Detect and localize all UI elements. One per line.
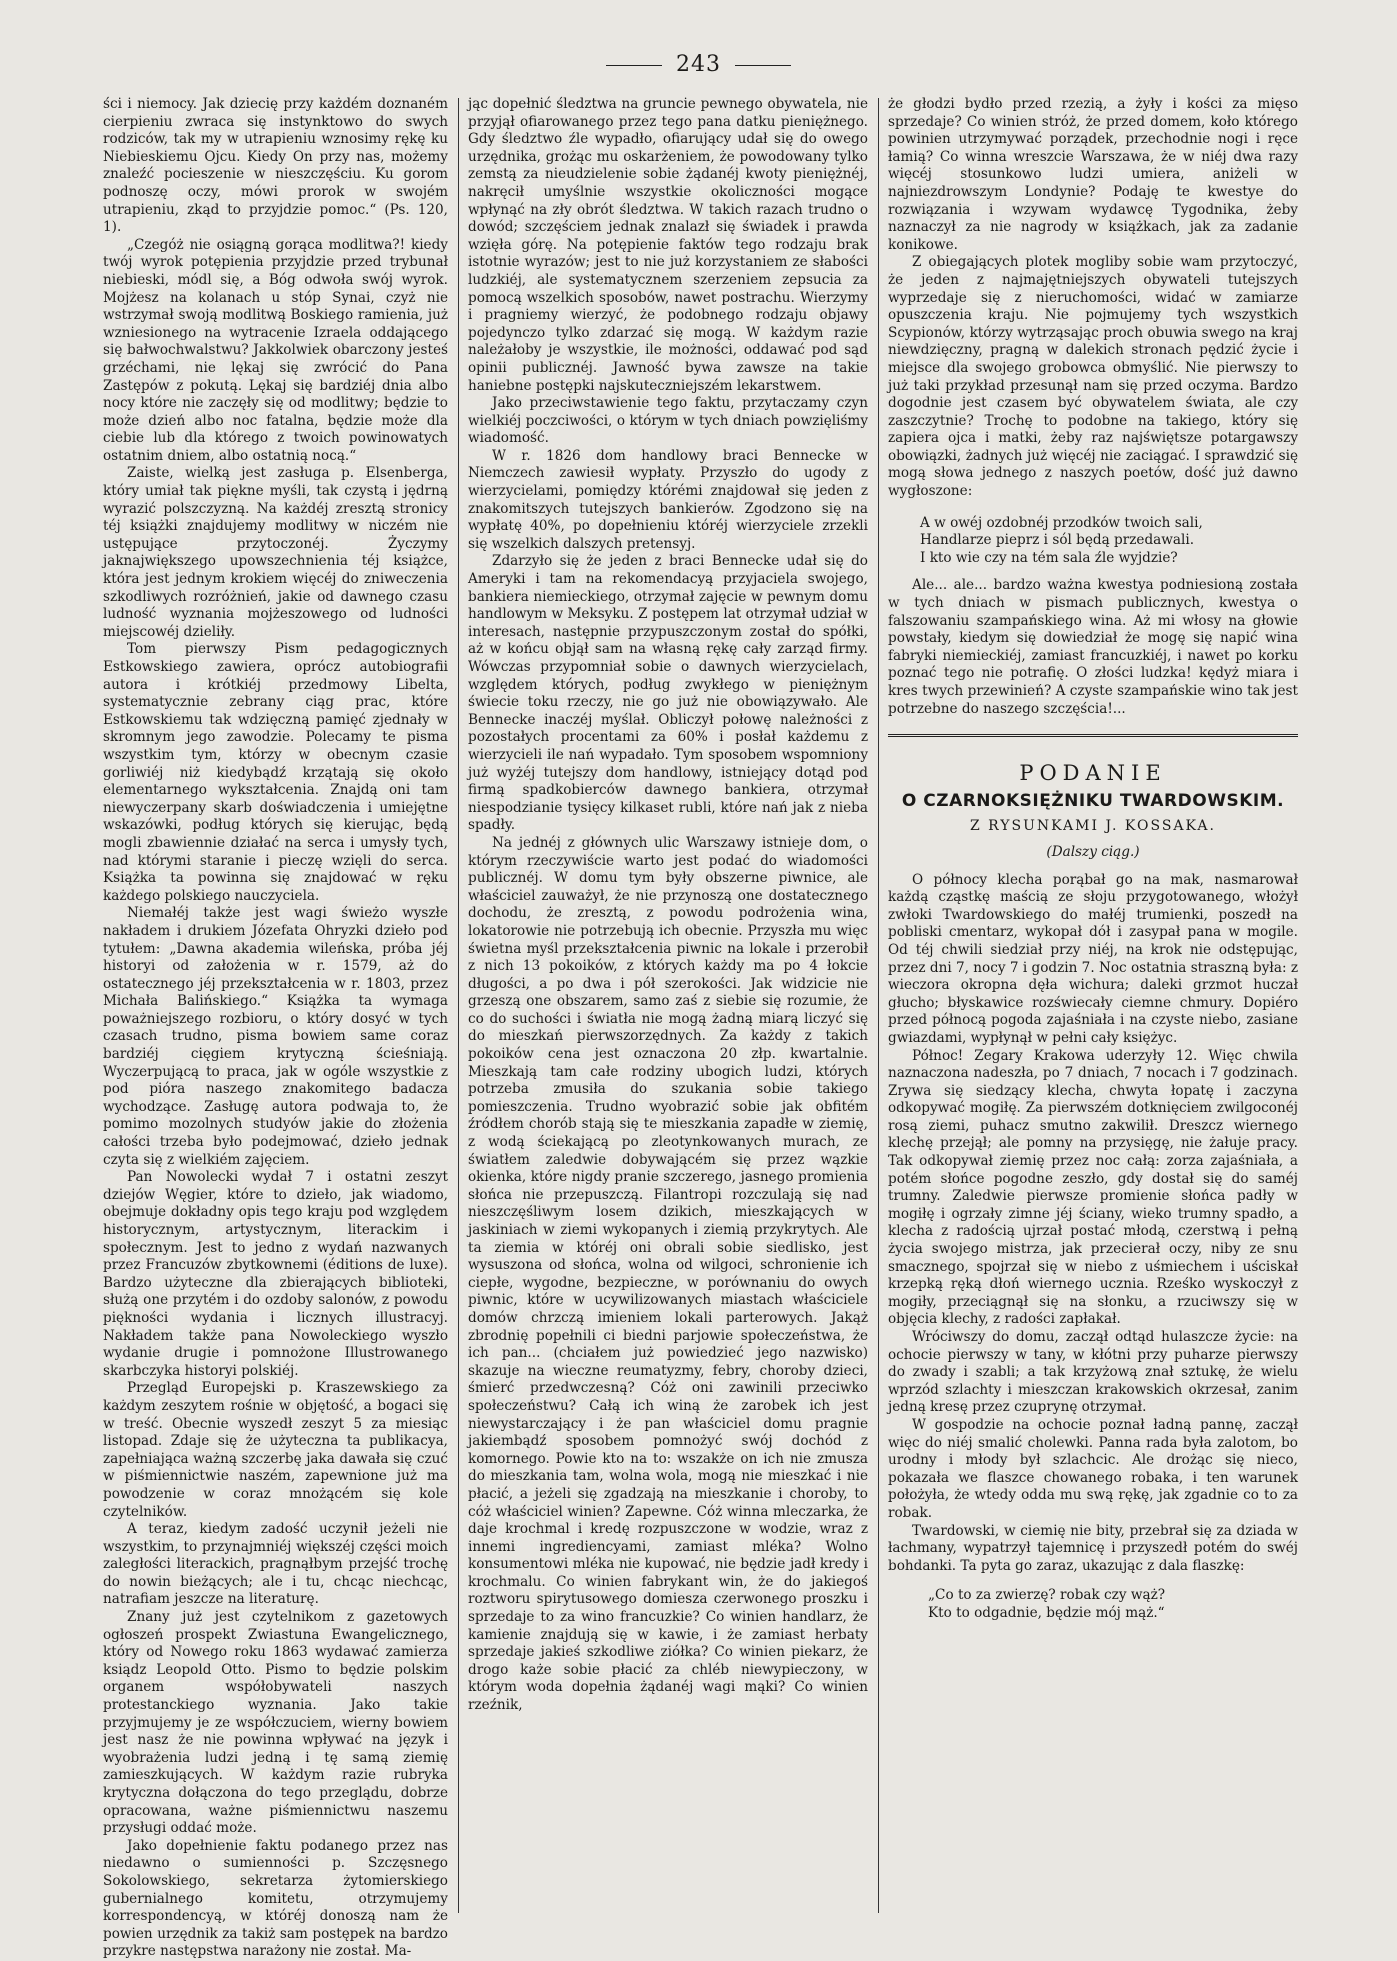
- paragraph: Przegląd Europejski p. Kraszewskiego za każdym zeszytem rośnie w objętość, a bogaci się w treść. Obecnie wyszedł zeszyt 5 za miesiąc listopad. Zdaje się że użyteczna ta publikacya, zapełniająca ważną szczerbę jaka dawała się czuć w piśmiennictwie naszém, zapewnione już ma powodzenie w coraz mnożącém się kole czytelników.: [103, 1380, 448, 1520]
- paragraph: Jako przeciwstawienie tego faktu, przytaczamy czyn wielkiéj poczciwości, o którym w tych dniach powzięliśmy wiadomość.: [468, 395, 868, 447]
- column-2: [468, 96, 868, 1926]
- poem-line: I kto wie czy na tém sala źle wyjdzie?: [920, 549, 1178, 566]
- paragraph: Na jednéj z głównych ulic Warszawy istnieje dom, o którym rzeczywiście warto jest podać do wiadomości publicznéj. W domu tym były obszerne piwnice, ale właściciel zauważył, że nie przynoszą one dostatecznego dochodu, że zresztą, z powodu podrożenia wina, lokatorowie nie potrzebują ich obecnie. Przyszła mu więc świetna myśl przekształcenia piwnic na lokale i przerobił z nich 13 pokoików, z których każdy ma po 4 łokcie długości, a po dwa i pół szerokości. Jak widzicie nie grzeszą one obszarem, samo zaś z siebie się rozumie, że co do suchości i światła nie mogą żadną miarą liczyć się do mieszkań pierwszorzędnych. Za każdy z takich pokoików cena jest oznaczona 20 złp. kwartalnie. Mieszkają tam całe rodziny ubogich ludzi, których potrzeba zmusiła do szukania sobie takiego pomieszczenia. Trudno wyobrazić sobie jak obfitém źródłem chorób stają się te mieszkania zapadłe w ziemię, z wodą ściekającą po zleotynkowanych murach, ze światłem zaledwie dobywającém się przez wązkie okienka, które nigdy pranie szczerego, jasnego promienia słońca nie przepuszczą. Filantropi rozczulają się nad nieszczęśliwym losem dzikich, mieszkających w jaskiniach w ziemi wykopanych i ziemią przykrytych. Ale ta ziemia w któréj oni obrali sobie siedlisko, jest wysuszona od słońca, wolna od wilgoci, schronienie ich ciepłe, wygodne, bezpieczne, w porównaniu do owych piwnic, które w ucywilizowanych miastach właściciele domów chrzczą imieniem lokali parterowych. Jakąż zbrodnię popełnili ci biedni parjowie społeczeństwa, że ich pan... (chciałem już powiedzieć jego nazwisko) skazuje na wieczne reumatyzmy, febry, choroby dzieci, śmierć przedwczesną? Cóż oni zawinili przeciwko społeczeństwu? Całą ich winą że zarobek ich jest niewystarczający i że pan właściciel domu pragnie jakiembądź sposobem pomnożyć swój dochód z komornego. Powie kto na to: wszakże on ich nie zmusza do mieszkania tam, wolna wola, mogą nie mieszkać i nie płacić, a jeżeli się zgadzają na mieszkanie i choroby, to cóż właściciel winien? Zapewne. Cóż winna mleczarka, że daje krochmal i kredę rozpuszczone w wodzie, wraz z innemi ingrediencyami, zamiast mléka? Wolno konsumentowi mléka nie kupować, nie będzie jadł kredy i krochmalu. Co winien fabrykant win, że do jakiegoś roztworu spirytusowego domiesza czerwonego proszku i sprzedaje to za wino francuzkie? Co winien handlarz, że kamienie znajdują się w kawie, i że zamiast herbaty sprzedaje jakieś szkodliwe ziółka? Co winien piekarz, że drogo każe sobie płacić za chléb niewypieczony, w którym woda dopełnia żądanéj wagi mąki? Co winien rzeźnik,: [468, 834, 868, 1714]
- story-subtitle: Z RYSUNKAMI J. KOSSAKA.: [970, 818, 1216, 835]
- paragraph: Zaiste, wielką jest zasługa p. Elsenberga, który umiał tak piękne myśli, tak czystą i jędrną wyrazić polszczyzną. Na każdéj zresztą stronicy téj książki znajdujemy modlitwy w niczém nie ustępujące przytoczonéj. Życzymy jaknajwiększego upowszechnienia téj książce, która jest jednym krokiem więcéj do zniweczenia szkodliwych rozróżnień, jakie od dawnego czasu ludność wyznania mojżeszowego od ludności miejscowéj dzieliły.: [103, 465, 448, 640]
- quoted-poem: [920, 515, 1298, 568]
- header-rule-right: [735, 65, 791, 66]
- paragraph: jąc dopełnić śledztwa na gruncie pewnego obywatela, nie przyjął ofiarowanego przez tego pana datku pieniężnego. Gdy śledztwo źle wypadło, ofiarujący udał się do owego urzędnika, grożąc mu oskarżeniem, że powodowany tylko zemstą za nieudzielenie sobie żądanéj kwoty pieniężnéj, nakręcił umyślnie wszystkie okoliczności mogące wpłynąć na zły obrót śledztwa. W takich razach trudno o dowód; szczęściem jednak znalazł się świadek i prawda wzięła górę. Na potępienie faktów tego rodzaju brak istotnie wyrazów; jest to nie już korzystaniem ze słabości ludzkiéj, ale systematycznem szerzeniem zepsucia za pomocą wszelkich sposobów, nawet postrachu. Wierzymy i pragniemy wierzyć, że podobnego rodzaju objawy pojedynczo tylko zdarzać się mogą. W każdym razie należałoby je wszystkie, ile możności, oddawać pod sąd opinii publicznéj. Jawność bywa zawsze na takie haniebne postępki najskuteczniejszém lekarstwem.: [468, 96, 868, 394]
- paragraph: Jako dopełnienie faktu podanego przez nas niedawno o sumienności p. Szczęsnego Sokolowskiego, sekretarza żytomierskiego gubernialnego komitetu, otrzymujemy korrespondencyą, w któréj donoszą nam że powien urzędnik za takiż sam postępek na bardzo przykre następstwa narażony nie został. Ma-: [103, 1837, 448, 1960]
- paragraph: że głodzi bydło przed rzezią, a żyły i kości za mięso sprzedaje? Co winien stróż, że przed domem, koło którego powinien utrzymywać porządek, przechodnie nogi i ręce łamią? Co winna wreszcie Warszawa, że w niéj dwa razy więcéj stosunkowo ludzi umiera, aniżeli w najniezdrowszym Londynie? Podaję te kwestye do rozwiązania i wzywam wydawcę Tygodnika, żeby naznaczył za nie nagrody w książkach, jak za zadanie konikowe.: [888, 96, 1298, 253]
- paragraph: Niemałéj także jest wagi świeżo wyszłe nakładem i drukiem Józefata Ohryzki dzieło pod tytułem: „Dawna akademia wileńska, próba jéj historyi od założenia w r. 1579, aż do ostatecznego jéj przekształcenia w r. 1803, przez Michała Balińskiego.“ Książka ta wymaga poważniejszego rozbioru, o który dosyć w tych czasach trudno, pisma bowiem same coraz bardziéj cięgiem krytyczną ścieśniają. Wyczerpującą to praca, jak w ogóle wszystkie z pod pióra naszego znakomitego badacza wychodzące. Zasługę autora podwaja to, że pomimo mozolnych studyów jakie do złożenia całości trzeba było podejmować, dzieło jednak czyta się z wielkiém zajęciem.: [103, 905, 448, 1168]
- column-divider-2: [878, 98, 879, 1913]
- paragraph: A teraz, kiedym zadość uczynił jeżeli nie wszystkim, to przynajmniéj większéj części moich zaległości literackich, pragnąłbym przejść trochę do nowin bieżących; ale i tu, chcąc niechcąc, natrafiam jeszcze na literaturę.: [103, 1521, 448, 1608]
- story-title: PODANIE: [1019, 761, 1167, 786]
- verse-line: Kto to odgadnie, będzie mój mąż.“: [928, 1604, 1165, 1621]
- column-divider-1: [458, 98, 459, 1913]
- header-rule-left: [606, 65, 662, 66]
- poem-line: A w owéj ozdobnéj przodków twoich sali,: [920, 514, 1203, 531]
- paragraph: O północy klecha porąbał go na mak, nasmarował każdą cząstkę maścią ze słoju przygotowanego, włożył zwłoki Twardowskiego do małéj trumienki, poszedł na pobliski cmentarz, wykopał dół i zasypał pana w mogile. Od téj chwili siedział przy niéj, na krok nie odstępując, przez dni 7, nocy 7 i godzin 7. Noc ostatnia straszną była: z wieczora okropna dęła wichura; daleki grzmot huczał głucho; błyskawice rozświecały ciemne chmury. Dopiéro przed północą pogoda zajaśniała i na czyste niebo, zasiane gwiazdami, wypłynął w pełni cały księżyc.: [888, 871, 1299, 1046]
- paragraph: Pan Nowolecki wydał 7 i ostatni zeszyt dziejów Węgier, które to dzieło, jak wiadomo, obejmuje dokładny opis tego kraju pod względem historycznym, artystycznym, literackim i społecznym. Jest to jedno z wydań nazwanych przez Francuzów zbytkownemi (éditions de luxe). Bardzo użyteczne dla zbierających biblioteki, służą one przytém i do ozdoby salonów, z powodu piękności wydania i licznych illustracyj. Nakładem także pana Nowoleckiego wyszło wydanie drugie i pomnożone Illustrowanego skarbczyka historyi polskiéj.: [103, 1169, 448, 1379]
- page-number-header: [0, 52, 1397, 77]
- paragraph: Z obiegających plotek mogliby sobie wam przytoczyć, że jeden z najmajętniejszych obywateli tutejszych wyprzedaje się z nieruchomości, widać w zamiarze opuszczenia kraju. Nie pojmujemy tych wszystkich Scypionów, którzy wytrząsając proch obuwia swego na kraj niewdzięczny, pragną w dalekich stronach pędzić życie i miejsce dla swojego grobowca obmyślić. Nie pierwszy to już taki przykład przesunął nam się przed oczyma. Bardzo dogodnie jest czasem być obywatelem świata, ale czy zaszczytnie? Trochę to podobne na takiego, który się zapiera ojca i matki, żeby raz najświętsze potargawszy obowiązki, żadnych już więcéj nie zaciągać. I sprawdzić się mogą słowa jednego z naszych poetów, dość już dawno wygłoszone:: [888, 254, 1298, 500]
- column-1: [103, 96, 448, 1960]
- paragraph: Północ! Zegary Krakowa uderzyły 12. Więc chwila naznaczona nadeszła, po 7 dniach, 7 nocach i 7 godzinach. Zrywa się siedzący klecha, chwyta łopatę i zaczyna odkopywać mogiłę. Za pierwszém dotknięciem zwilgoconéj rosą ziemi, puhacz smutno zakwilił. Dreszcz wiernego klechę przejął; ale pomny na przysięgę, nie żałuje pracy. Tak odkopywał ziemię przez noc całą: zorza zajaśniała, a potém słońce pogodne zeszło, gdy dostał się do saméj trumny. Zaledwie pierwsze promienie słońca padły w mogiłę i ogrzały zimne jéj ściany, wieko trumny spadło, a klecha z radością ujrzał postać młodą, czerstwą i pełną życia swojego mistrza, jak przecierał oczy, niby ze snu smacznego, spojrzał się w niebo z uśmiechem i uściskał krzepką ręką dłoń wiernego ucznia. Rześko wyskoczył z mogiły, przeciągnął się na słonku, a rzuciwszy się w objęcia klechy, z radości zapłakał.: [888, 1047, 1298, 1328]
- verse-line: „Co to za zwierzę? robak czy wąż?: [928, 1587, 1166, 1604]
- paragraph: Ale... ale... bardzo ważna kwestya podniesioną została w tych dniach w pismach publicznych, kwestya o falszowaniu szampańskiego wina. Aż mi włosy na głowie powstały, kiedym się dowiedział że mogę się napić wina fabryki niemieckiéj, zamiast francuzkiéj, i nawet po korku poznać tego nie potrafię. O złości ludzka! kędyż miara i kres twych przewinień? A czyste szampańskie wino tak jest potrzebne do naszego szczęścia!...: [888, 577, 1298, 717]
- paragraph: W r. 1826 dom handlowy braci Bennecke w Niemczech zawiesił wypłaty. Przyszło do ugody z wierzycielami, pomiędzy którémi znajdował się jeden z znakomitszych tutejszych bankierów. Zgodzono się na wypłatę 40%, po dopełnieniu któréj wierzyciele zrzekli się wszelkich dalszych pretensyj.: [468, 447, 868, 552]
- paragraph: Wróciwszy do domu, zaczął odtąd hulaszcze życie: na ochocie pierwszy w tany, w kłótni przy puharze pierwszy do zwady i szabli; a tak krzyżową znał sztukę, że wielu wprzód szlachty i mieszczan krakowskich okrzesał, zanim jedną kresę przez czuprynę otrzymał.: [888, 1329, 1298, 1416]
- paragraph: „Czegóż nie osiągną gorąca modlitwa?! kiedy twój wyrok potępienia przyjdzie przed trybunał niebieski, módl się, a Bóg odwoła swój wyrok. Mojżesz na kolanach u stóp Synai, czyż nie wstrzymał swoją modlitwą Boskiego ramienia, już wzniesionego na wytracenie Izraela oddającego się bałwochwalstwu? Jakkolwiek obarczony jesteś grzéchami, nie lękaj się zwrócić do Pana Zastępów z pokutą. Lękaj się bardziéj dnia albo nocy które nie zaczęły się od modlitwy; będzie to może dzień albo noc fatalna, będzie może dla ciebie lub dla którego z twoich powinowatych ostatnim dniem, albo ostatnią nocą.“: [103, 236, 448, 464]
- paragraph: Znany już jest czytelnikom z gazetowych ogłoszeń prospekt Zwiastuna Ewangelicznego, który od Nowego roku 1863 wydawać zamierza ksiądz Leopold Otto. Pismo to będzie polskim organem współobywateli naszych protestanckiego wyznania. Jako takie przyjmujemy je ze współczuciem, wierny bowiem jest nasz że nie powinna wpływać na język i wyobrażenia ludzi jedną i tę samą ziemię zamieszkujących. W każdym razie rubryka krytyczna dołączona do tego przeglądu, dobrze opracowana, ważne piśmiennictwu naszemu przysługi oddać może.: [103, 1609, 448, 1837]
- page-number: 243: [676, 52, 721, 77]
- story-heading: O CZARNOKSIĘŻNIKU TWARDOWSKIM.: [901, 790, 1285, 811]
- paragraph: W gospodzie na ochocie poznał ładną pannę, zaczął więc do niéj smalić cholewki. Panna rada była zalotom, bo urodny i młody był szlachcic. Ale drożąc się nieco, pokazała we flaszce chowanego robaka, i ten warunek położyła, że wtedy odda mu swą rękę, jak zgadnie co to za robak.: [888, 1416, 1298, 1521]
- section-divider: [888, 734, 1298, 737]
- riddle-verse: [928, 1587, 1298, 1622]
- paragraph: Twardowski, w ciemię nie bity, przebrał się za dziada w łachmany, wypatrzył tajemnicę i przyszedł potém do swéj bohdanki. Ta pyta go zaraz, ukazując z dala flaszkę:: [888, 1522, 1298, 1574]
- paragraph: ści i niemocy. Jak dziecię przy każdém doznaném cierpieniu zwraca się instynktowo do swych rodziców, tak my w utrapieniu wznosimy rękę ku Niebieskiemu Ojcu. Kiedy On przy nas, możemy znaleźć pocieszenie w nieszczęściu. Ku gorom podnoszę oczy, mówi prorok w swojém utrapieniu, zkąd to przyjdzie pomoc.“ (Ps. 120, 1).: [103, 96, 448, 236]
- column-3: [888, 96, 1298, 1926]
- paragraph: Zdarzyło się że jeden z braci Bennecke udał się do Ameryki i tam na rekomendacyą przyjaciela swojego, bankiera niemieckiego, otrzymał zajęcie w pewnym domu handlowym w Meksyku. Z postępem lat otrzymał udział w interesach, następnie przypuszczonym został do spółki, aż w końcu objął sam na własną rękę cały zarząd firmy. Wówczas przypomniał sobie o dawnych wierzycielach, względem których, podług zwykłego w pieniężnym świecie toku rzeczy, nie go już nie obowiązywało. Ale Bennecke inaczéj myślał. Obliczył połowę należności z pozostałych procentami za 60% i posłał każdemu z wierzycieli ile nań wypadało. Tym sposobem wspomniony już wyżéj tutejszy dom handlowy, istniejący dotąd pod firmą spadkobierców dawnego bankiera, otrzymał niespodzianie tysięcy kilkaset rubli, które nań jak z nieba spadły.: [468, 553, 868, 834]
- poem-line: Handlarze pieprz i sól będą przedawali.: [920, 532, 1195, 549]
- story-continuation-note: (Dalszy ciąg.): [1046, 843, 1140, 860]
- paragraph: Tom pierwszy Pism pedagogicznych Estkowskiego zawiera, oprócz autobiografii autora i krótkiéj przedmowy Libelta, systematycznie zebrany ciąg prac, które Estkowskiemu tak wdzięczną pamięć zjednały w skromnym jego zawodzie. Polecamy te pisma wszystkim tym, którzy w obecnym czasie gorliwiéj niż kiedybądź krzątają się około elementarnego wykształcenia. Znajdą oni tam niewyczerpany skarb doświadczenia i umiejętne wskazówki, podług których się kierując, będą mogli zbawiennie działać na serca i umysły tych, nad którymi staranie i pieczę wzięli do serca. Książka ta powinna się znajdować w ręku każdego polskiego nauczyciela.: [103, 641, 448, 904]
